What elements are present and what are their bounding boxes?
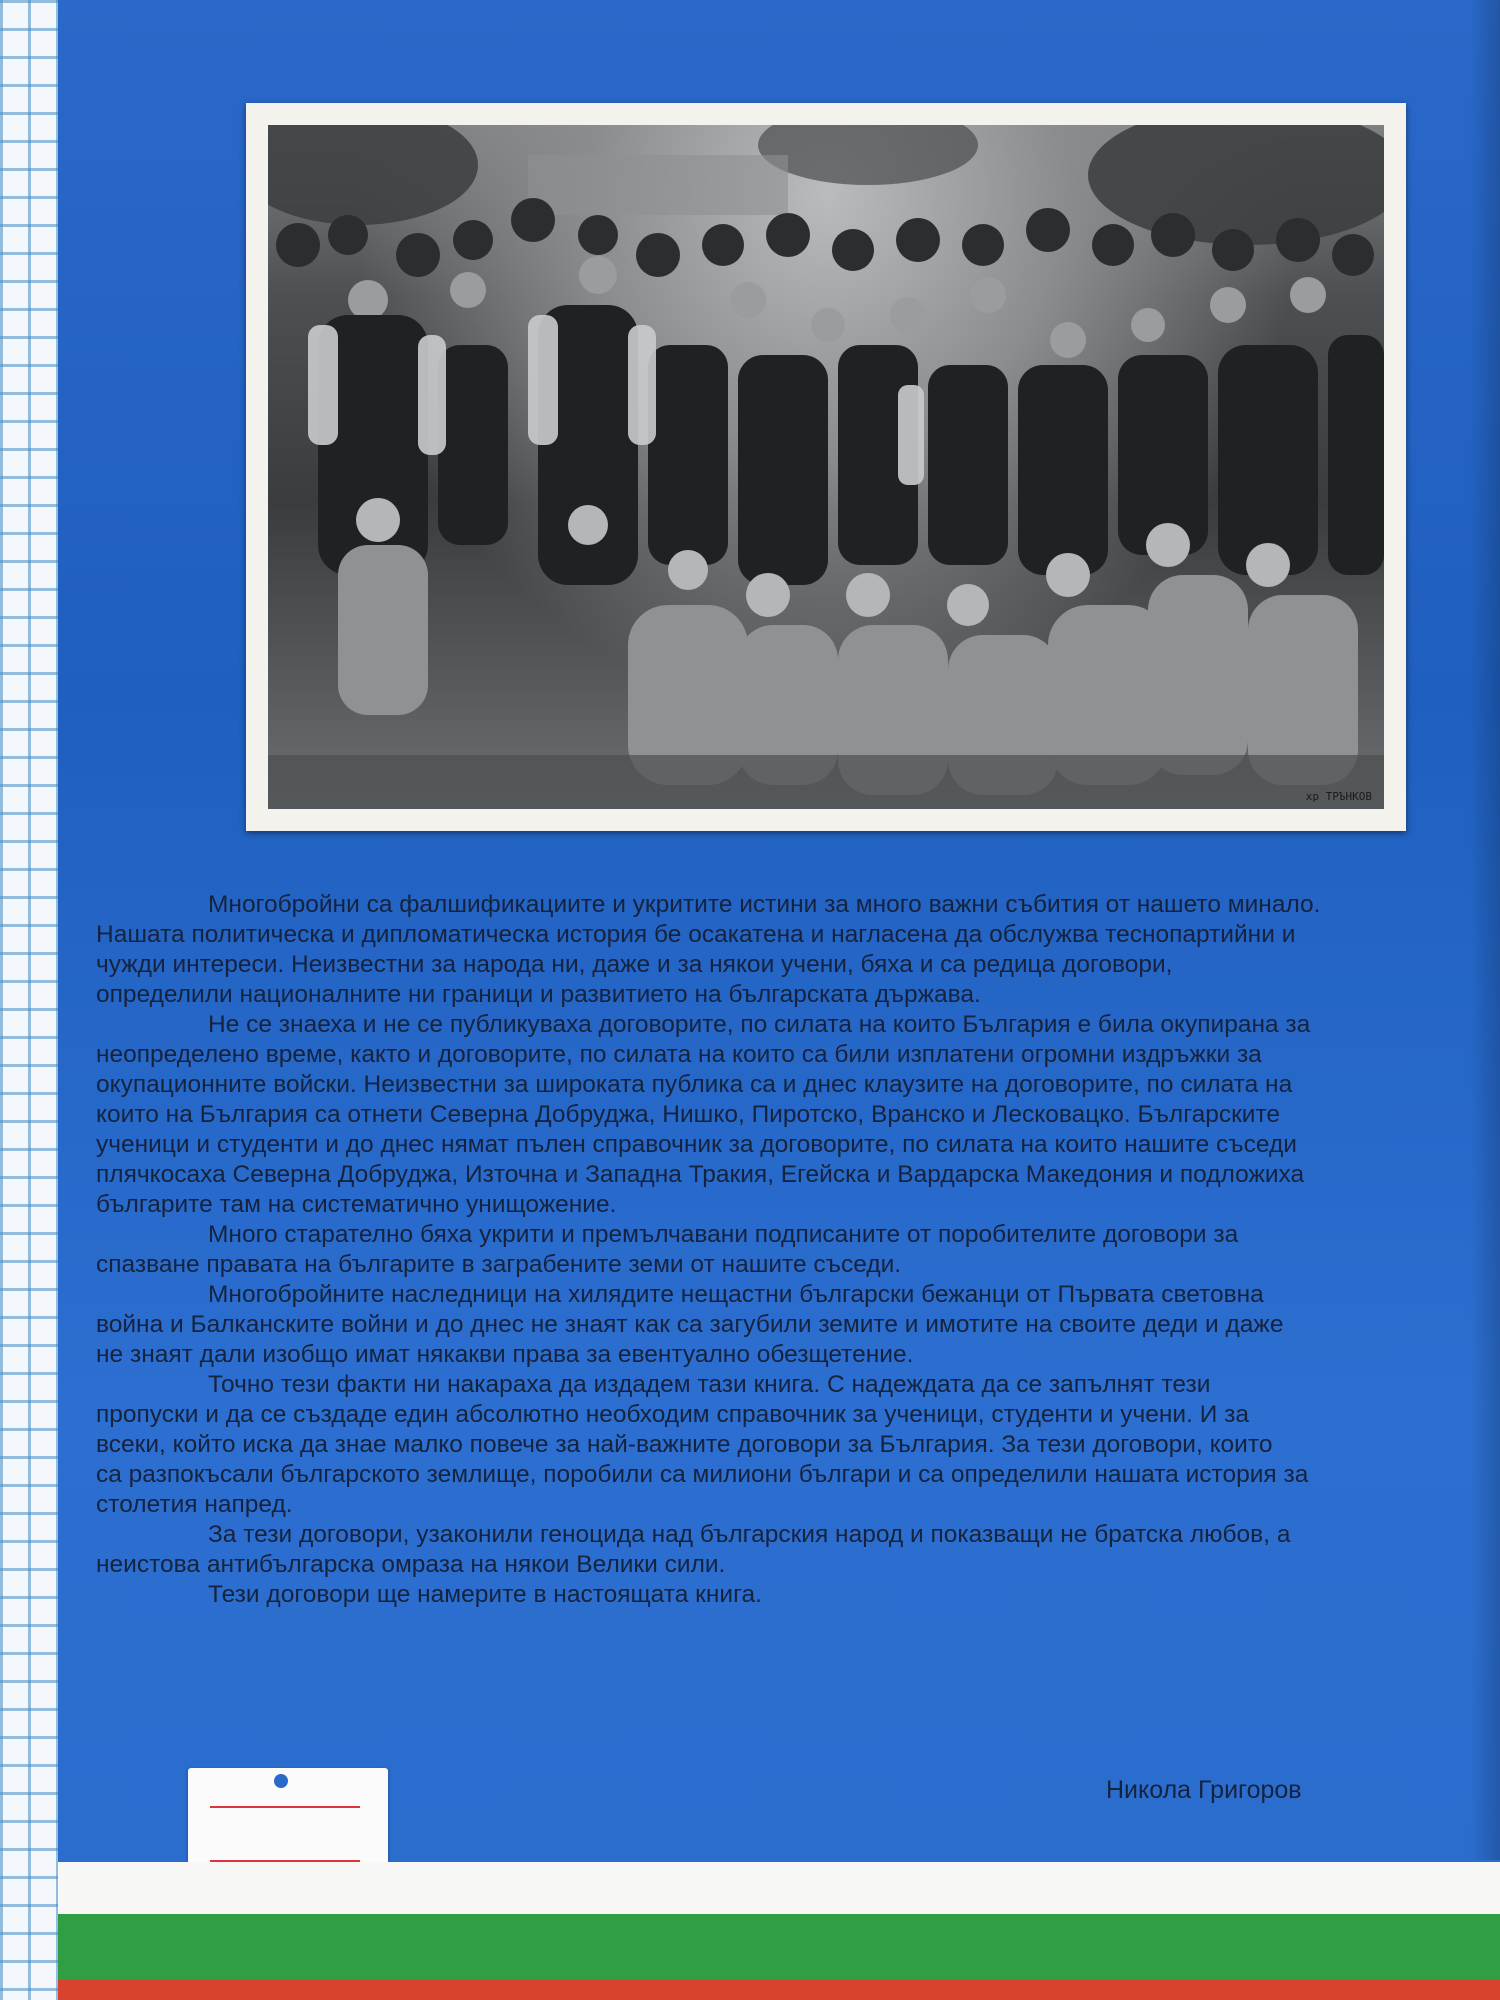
text-line: Много старателно бяха укрити и премълчавани подписаните от поробителите договори за <box>208 1221 1239 1248</box>
foreword-text <box>96 890 1496 1610</box>
photo-illustration <box>268 125 1384 809</box>
text-line: Многобройните наследници на хилядите нещастни български бежанци от Първата световна <box>208 1281 1264 1308</box>
text-line: плячкосаха Северна Добруджа, Източна и Западна Тракия, Егейска и Вардарска Македония и подложиха <box>96 1161 1305 1188</box>
text-line: пропуски и да се създаде един абсолютно необходим справочник за ученици, студенти и учени. И за <box>96 1401 1249 1428</box>
grid-paper-background <box>0 0 62 2000</box>
text-line: столетия напред. <box>96 1491 293 1518</box>
text-line: са разпокъсали българското землище, поробили са милиони българи и са определили нашата история за <box>96 1461 1309 1488</box>
text-line: Не се знаеха и не се публикуваха договорите, по силата на които България е била окупирана за <box>208 1011 1311 1038</box>
text-line: неопределено време, както и договорите, по силата на които са били изплатени огромни издръжки за <box>96 1041 1262 1068</box>
flag-stripe-green <box>58 1914 1500 1980</box>
sticker-hole <box>274 1774 288 1788</box>
text-line: неистова антибългарска омраза на някои Велики сили. <box>96 1551 726 1578</box>
photo-credit: хр ТРЪНКОВ <box>1305 790 1372 803</box>
text-line: ученици и студенти и до днес нямат пълен справочник за договорите, по силата на които нашите съседи <box>96 1131 1297 1158</box>
text-line: чужди интереси. Неизвестни за народа ни, даже и за някои учени, бяха и са редица договори, <box>96 951 1173 978</box>
text-line: спазване правата на българите в заграбените земи от нашите съседи. <box>96 1251 902 1278</box>
text-line: Нашата политическа и дипломатическа история бе осакатена и нагласена да обслужва теснопартийни и <box>96 921 1296 948</box>
text-line: За тези договори, узаконили геноцида над българския народ и показващи не братска любов, а <box>208 1521 1291 1548</box>
text-line: всеки, който иска да знае малко повече за най-важните договори за България. За тези договори, които <box>96 1431 1273 1458</box>
author-signature: Никола Григоров <box>1106 1776 1302 1804</box>
flag-stripe-red <box>58 1980 1500 2000</box>
photo-frame <box>246 103 1406 831</box>
text-line: които на България са отнети Северна Добруджа, Нишко, Пиротско, Вранско и Лесковацко. Българските <box>96 1101 1281 1128</box>
text-line: окупационните войски. Неизвестни за широката публика са и днес клаузите на договорите, по силата на <box>96 1071 1293 1098</box>
text-line: не знаят дали изобщо имат някакви права за евентуално обезщетение. <box>96 1341 914 1368</box>
book-back-cover <box>58 0 1500 2000</box>
text-line: Многобройни са фалшификациите и укритите истини за много важни събития от нашето минало. <box>208 891 1321 918</box>
text-line: Тези договори ще намерите в настоящата книга. <box>208 1581 762 1608</box>
historical-group-photo <box>268 125 1384 809</box>
text-line: война и Балканските войни и до днес не знаят как са загубили земите и имотите на своите деди и даже <box>96 1311 1284 1338</box>
text-line: българите там на систематично унищожение. <box>96 1191 617 1218</box>
text-line: Точно тези факти ни накараха да издадем тази книга. С надеждата да се запълнят тези <box>208 1371 1211 1398</box>
text-line: определили националните ни граници и развитието на българската държава. <box>96 981 981 1008</box>
sticker-line <box>210 1806 360 1808</box>
flag-stripe-white <box>58 1862 1500 1914</box>
